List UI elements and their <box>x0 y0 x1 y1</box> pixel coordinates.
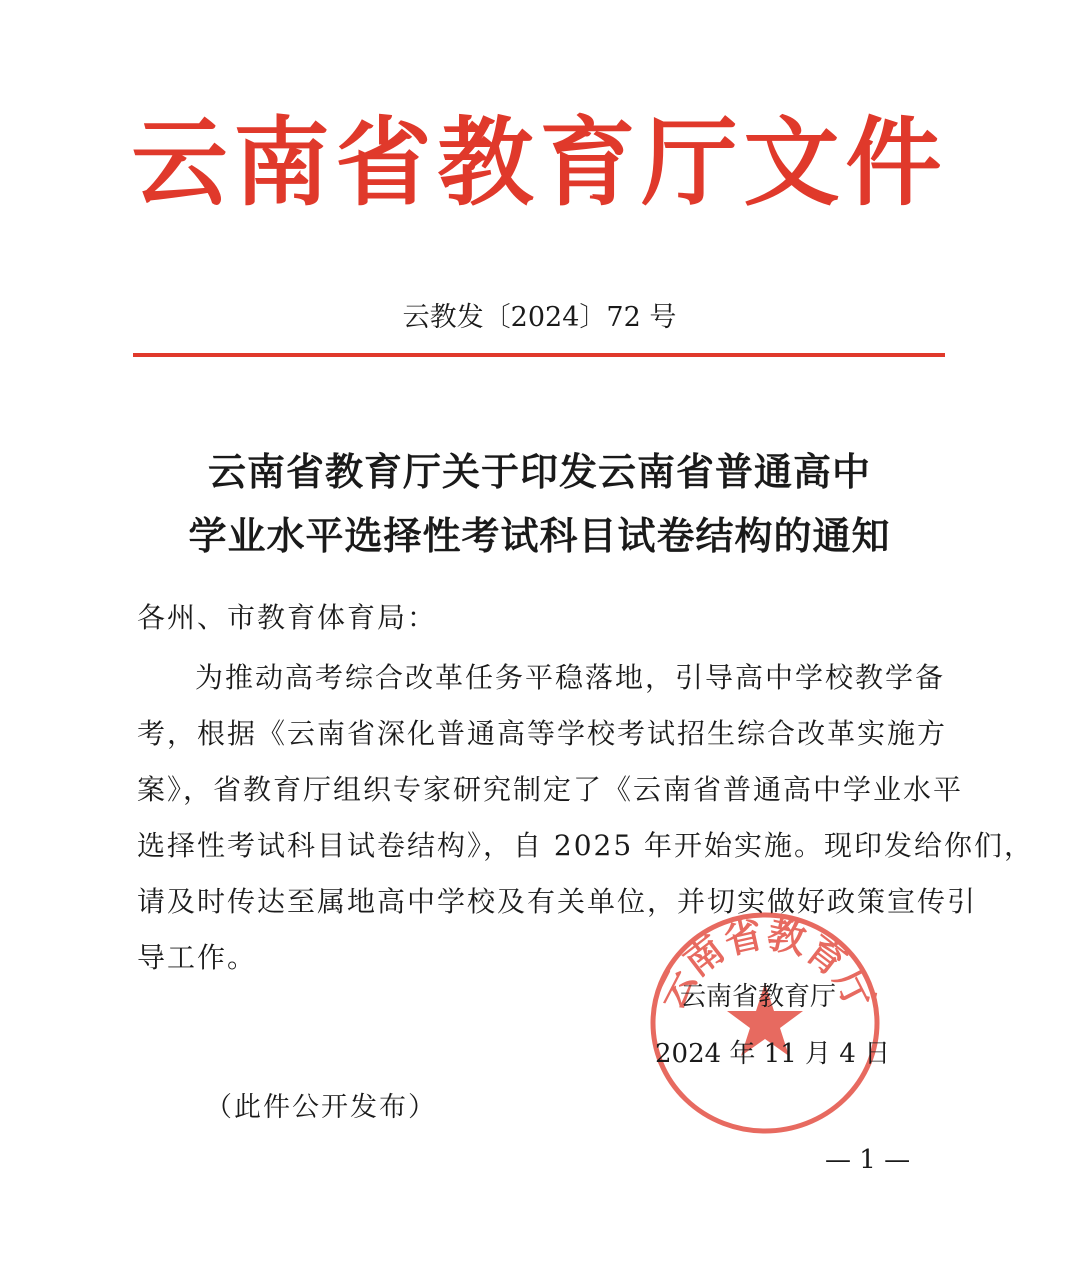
document-masthead: 云南省教育厅文件 <box>131 106 948 219</box>
public-release-note: （此件公开发布） <box>205 1092 437 1123</box>
document-number: 云教发〔2024〕72 号 <box>402 302 677 333</box>
body-line: 考，根据《云南省深化普通高等学校考试招生综合改革实施方 <box>137 717 948 750</box>
seal-text: 云南省教育厅 <box>646 910 884 1017</box>
title-line-1: 云南省教育厅关于印发云南省普通高中 <box>207 449 871 494</box>
body-line: 为推动高考综合改革任务平稳落地，引导高中学校教学备 <box>195 661 946 694</box>
title-line-2: 学业水平选择性考试科目试卷结构的通知 <box>188 513 891 558</box>
issuer-name: 云南省教育厅 <box>680 982 837 1012</box>
document-title <box>0 440 1079 568</box>
salutation: 各州、市教育体育局： <box>137 601 438 634</box>
body-line: 案》，省教育厅组织专家研究制定了《云南省普通高中学业水平 <box>137 773 964 806</box>
issue-date: 2024 年 11 月 4 日 <box>655 1039 891 1069</box>
page-number: — 1 — <box>825 1145 911 1175</box>
body-line: 请及时传达至属地高中学校及有关单位，并切实做好政策宣传引 <box>137 885 978 918</box>
body-line: 选择性考试科目试卷结构》，自 2025 年开始实施。现印发给你们， <box>137 829 1035 862</box>
red-divider-line <box>133 353 945 357</box>
official-seal-icon <box>640 905 890 1140</box>
body-line: 导工作。 <box>137 941 258 974</box>
